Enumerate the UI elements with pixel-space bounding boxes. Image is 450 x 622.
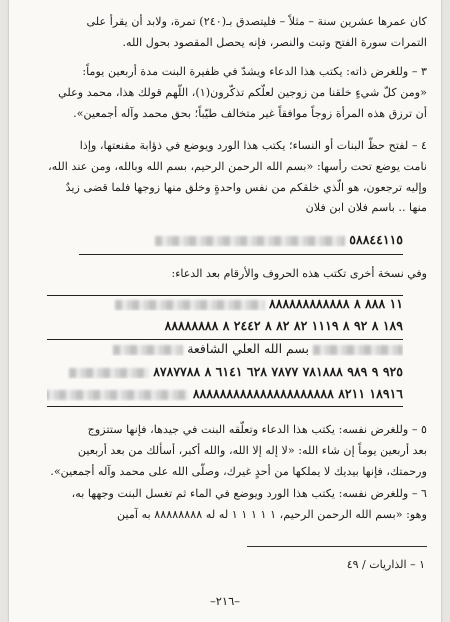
- paragraph-dua-3: [23, 62, 427, 124]
- box-rule: [47, 339, 403, 340]
- code-row-3: [47, 341, 403, 356]
- paragraph-dua-4: [23, 136, 427, 219]
- code-text: بسم الله العلي الشافعة: [187, 341, 310, 356]
- text-line: وفي نسخة أخرى تكتب هذه الحروف والأرقام بعد الدعاء:: [171, 267, 427, 280]
- code-row-4: [47, 364, 403, 379]
- text-line: التمرات سورة الفتح وتبت والنصر، فإنه يحصل المقصود بحول الله.: [122, 35, 427, 49]
- underline-rule: [79, 254, 403, 255]
- blurred-code: [47, 390, 188, 400]
- text-line: ورحمتك، فإنها بيديك لا يملكها من أحدٍ غيرك، وصلّى الله على محمد وآله أجمعين».: [50, 464, 427, 478]
- code-line-1: [47, 232, 403, 247]
- code-row-2: [47, 318, 403, 333]
- code-text: ١٨٩١٦ ٨٢١١ ٨٨٨٨٨٨٨٨٨٨٨٨٨٨٨٨٨٨٨٨٨: [192, 386, 403, 401]
- text-line: ٦ – وللغرض نفسه: يكتب هذا الورد ويوضع في الماء ثم تغسل البنت وجهها به،: [71, 487, 427, 500]
- blurred-code: [113, 345, 183, 355]
- code-row-1: [47, 296, 403, 311]
- copy-note: [23, 264, 427, 285]
- text-line: نامت يوضع تحت رأسها: «بسم الله الرحمن الرحيم، بسم الله وبالله، ومن عند الله،: [48, 159, 427, 173]
- footnote: ١ – الذاريات / ٤٩: [346, 558, 425, 571]
- text-line: وهو: «بسم الله الرحمن الرحيم، ١ ١ ١ ١ ١ له له ٨٨٨٨٨٨٨٨ به آمين: [117, 507, 427, 521]
- blurred-code: [115, 300, 265, 310]
- text-line: أن ترزق هذه المرأة زوجاً موافقاً غير متخالف طيّباً؛ بحق محمد وآله أجمعين».: [73, 106, 427, 120]
- footnote-rule: [247, 546, 427, 547]
- code-text: ١١ ٨٨٨ ٨ ٨٨٨٨٨٨٨٨٨٨٨٨: [269, 296, 403, 311]
- code-text: ٥٨٨٤٤١١٥: [349, 232, 403, 247]
- blurred-code: [155, 236, 345, 246]
- blurred-code: [69, 368, 149, 378]
- text-line: ٣ – وللغرض ذاته: يكتب هذا الدعاء ويشدّ في ظفيرة البنت مدة أربعين يوماً:: [82, 65, 427, 78]
- text-line: بعد أربعين يوماً إن شاء الله: «لا إله إلا الله، والله أكبر، أسألك من بعد أربعين: [77, 443, 427, 457]
- book-page: [9, 0, 441, 622]
- text-line: ٤ – لفتح حظّ البنات أو النساء؛ يكتب هذا الورد ويوضع في ذؤابة مقنعتها، وإذا: [79, 139, 427, 152]
- paragraph-tamr: [23, 12, 427, 54]
- text-line: منها .. باسم فلان ابن فلان: [305, 201, 427, 215]
- blurred-code: [313, 345, 403, 355]
- text-line: كان عمرها عشرين سنة – مثلاً – فليتصدق بـ(٢٤٠) تمرة، ولابد أن يقرأ على: [86, 15, 427, 28]
- paragraph-dua-6: [23, 484, 427, 526]
- text-line: ٥ – وللغرض نفسه: يكتب هذا الدعاء وتعلّقه البنت في جيدها، فإنها ستتزوج: [87, 423, 427, 436]
- page-number: –٢١٦–: [209, 594, 241, 608]
- code-row-5: [47, 386, 403, 401]
- text-line: «ومن كلّ شيءٍ خلقنا من زوجين لعلّكم تذكّرون(١)، اللّهم قولك هذا، محمد وعلي: [58, 85, 427, 99]
- code-text: ١٨٩ ٨ ٩٢ ٨ ١١١٩ ٨٢ ٨٢ ٨ ٢٤٤٢ ٨ ٨٨٨٨٨٨٨٨: [164, 318, 403, 333]
- box-rule-bottom: [47, 406, 403, 407]
- code-text: ٩٢٥ ٩ ٩٨٩ ٧٨١٨٨٨ ٧٨٧٧ ٦٢٨ ٦١٤١ ٨ ٨٧٨٧٧٨٨: [153, 364, 403, 379]
- paragraph-dua-5: [23, 420, 427, 482]
- text-line: وإليه ترجعون، هو الّذي خلقكم من نفس واحدةٍ وخلق منها زوجها فلما قضى زيدٌ: [65, 180, 427, 194]
